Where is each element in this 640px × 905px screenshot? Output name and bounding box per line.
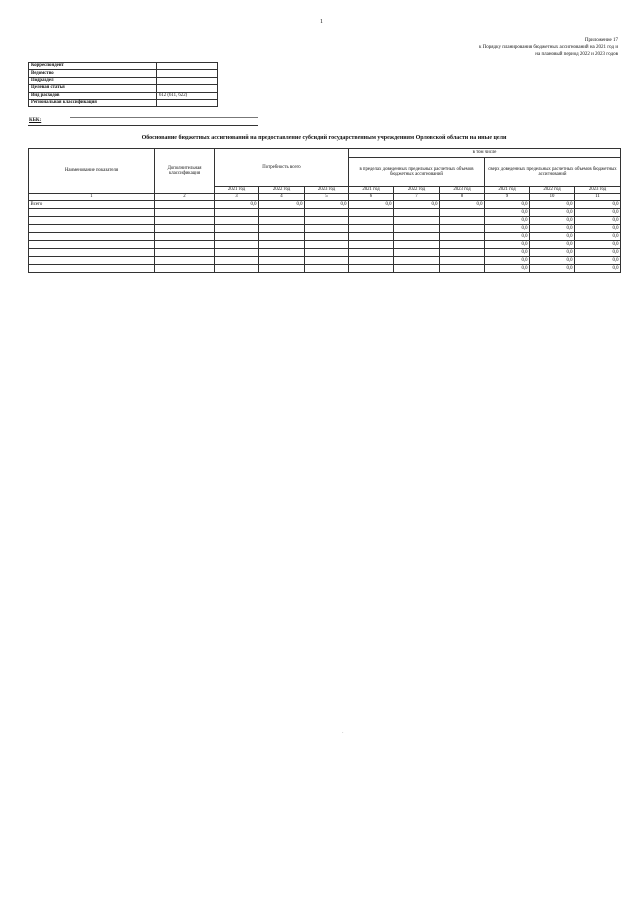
row-value (394, 209, 440, 217)
header-year: 2022 год (530, 187, 575, 194)
row-value (259, 225, 305, 233)
header-year: 2022 год (259, 187, 305, 194)
table-row (29, 257, 621, 265)
header-within-limits: в пределах доведенных предельных расчетных объемов бюджетных ассигнований (349, 158, 485, 187)
row-value: 0,0 (575, 249, 621, 257)
classification-label: Целевая статья (29, 85, 157, 92)
appendix-line-2: к Порядку планирования бюджетных ассигнований на 2021 год и (478, 45, 618, 50)
row-value: 0,0 (575, 233, 621, 241)
classification-row (29, 85, 218, 92)
row-extra-classification (155, 233, 215, 241)
row-value: 0,0 (530, 257, 575, 265)
column-number: 7 (394, 194, 440, 201)
row-value: 0,0 (575, 217, 621, 225)
row-value (305, 257, 349, 265)
row-name: Всего (29, 201, 155, 209)
header-year: 2022 год (394, 187, 440, 194)
classification-label: Подраздел (29, 77, 157, 84)
row-value (259, 257, 305, 265)
row-value: 0,0 (530, 201, 575, 209)
row-value: 0,0 (530, 241, 575, 249)
column-number: 11 (575, 194, 621, 201)
column-number: 2 (155, 194, 215, 201)
row-value: 0,0 (530, 217, 575, 225)
row-value (215, 265, 259, 273)
header-including: в том числе (349, 149, 621, 158)
classification-row (29, 77, 218, 84)
column-number: 3 (215, 194, 259, 201)
row-value: 0,0 (485, 257, 530, 265)
column-number: 9 (485, 194, 530, 201)
row-extra-classification (155, 209, 215, 217)
row-value (215, 241, 259, 249)
classification-value (157, 70, 218, 77)
classification-row (29, 99, 218, 106)
header-year: 2021 год (485, 187, 530, 194)
row-value (259, 217, 305, 225)
row-value (440, 265, 485, 273)
row-value (259, 265, 305, 273)
row-value: 0,0 (440, 201, 485, 209)
row-value (349, 249, 394, 257)
table-row (29, 217, 621, 225)
table-row (29, 265, 621, 273)
row-value (305, 249, 349, 257)
row-value: 0,0 (485, 217, 530, 225)
table-row (29, 241, 621, 249)
classification-table (28, 62, 218, 107)
row-value: 0,0 (215, 201, 259, 209)
row-value: 0,0 (485, 209, 530, 217)
table-row (29, 225, 621, 233)
appendix-line-3: на плановый период 2022 и 2023 годов (535, 52, 618, 57)
row-value (440, 209, 485, 217)
table-row (29, 201, 621, 209)
column-number: 5 (305, 194, 349, 201)
row-extra-classification (155, 225, 215, 233)
row-name (29, 249, 155, 257)
table-row (29, 249, 621, 257)
row-value: 0,0 (485, 201, 530, 209)
classification-value (157, 63, 218, 70)
header-extra-classification: Дополнительная классификация (155, 149, 215, 194)
row-value (394, 217, 440, 225)
row-value (305, 241, 349, 249)
row-value (305, 217, 349, 225)
row-extra-classification (155, 241, 215, 249)
row-value (215, 209, 259, 217)
table-row (29, 209, 621, 217)
header-total-need: Потребность всего (215, 149, 349, 187)
column-number: 6 (349, 194, 394, 201)
row-value: 0,0 (485, 225, 530, 233)
row-value: 0,0 (575, 209, 621, 217)
row-value (349, 265, 394, 273)
row-value (440, 241, 485, 249)
row-value (349, 233, 394, 241)
classification-row (29, 92, 218, 99)
row-value (349, 225, 394, 233)
row-value (394, 241, 440, 249)
row-value: 0,0 (530, 225, 575, 233)
row-value (215, 233, 259, 241)
header-year: 2023 год (305, 187, 349, 194)
classification-value (157, 99, 218, 106)
row-value (394, 225, 440, 233)
row-value (440, 225, 485, 233)
header-indicator-name: Наименование показателя (29, 149, 155, 194)
row-value: 0,0 (575, 265, 621, 273)
row-value (440, 233, 485, 241)
kbk-underline (28, 125, 258, 126)
classification-label: Ведомство (29, 70, 157, 77)
row-value (440, 217, 485, 225)
row-value (215, 257, 259, 265)
header-year: 2021 год (349, 187, 394, 194)
budget-table (28, 148, 621, 273)
row-value: 0,0 (485, 265, 530, 273)
column-number: 8 (440, 194, 485, 201)
row-value (394, 233, 440, 241)
row-value (349, 241, 394, 249)
row-value: 0,0 (530, 233, 575, 241)
header-year: 2023 год (575, 187, 621, 194)
row-value (259, 233, 305, 241)
classification-value (157, 77, 218, 84)
classification-value: 612 (611, 622) (157, 92, 218, 99)
row-value: 0,0 (485, 241, 530, 249)
row-value: 0,0 (575, 201, 621, 209)
row-value (259, 241, 305, 249)
row-name (29, 217, 155, 225)
row-value (394, 265, 440, 273)
row-name (29, 265, 155, 273)
row-value (305, 209, 349, 217)
row-extra-classification (155, 265, 215, 273)
row-extra-classification (155, 217, 215, 225)
classification-value (157, 85, 218, 92)
classification-row (29, 70, 218, 77)
row-value: 0,0 (305, 201, 349, 209)
appendix-line-1: Приложение 17 (584, 38, 618, 43)
row-value (259, 209, 305, 217)
classification-row (29, 63, 218, 70)
row-name (29, 233, 155, 241)
row-value (305, 265, 349, 273)
kbk-underline-top (70, 117, 258, 118)
row-value: 0,0 (575, 241, 621, 249)
row-value: 0,0 (530, 249, 575, 257)
row-extra-classification (155, 257, 215, 265)
classification-label: Вид расходов (29, 92, 157, 99)
row-value: 0,0 (394, 201, 440, 209)
row-value (215, 249, 259, 257)
row-value (215, 225, 259, 233)
row-value: 0,0 (575, 257, 621, 265)
page-number: 1 (320, 19, 323, 25)
row-extra-classification (155, 201, 215, 209)
row-value (394, 257, 440, 265)
row-value (394, 249, 440, 257)
row-name (29, 209, 155, 217)
row-value (305, 225, 349, 233)
row-value: 0,0 (259, 201, 305, 209)
row-value: 0,0 (575, 225, 621, 233)
row-value (215, 217, 259, 225)
row-value (349, 217, 394, 225)
row-value: 0,0 (485, 249, 530, 257)
column-number: 1 (29, 194, 155, 201)
row-value: 0,0 (485, 233, 530, 241)
row-value (349, 209, 394, 217)
header-above-limits: сверх доведенных предельных расчетных объемов бюджетных ассигнований (485, 158, 621, 187)
row-value (259, 249, 305, 257)
row-name (29, 241, 155, 249)
header-year: 2023 год (440, 187, 485, 194)
row-value: 0,0 (349, 201, 394, 209)
row-name (29, 257, 155, 265)
kbk-label: КБК: (29, 118, 42, 123)
document-title: Обоснование бюджетных ассигнований на предоставление субсидий государственным учреждениям Орловской области на иные цели (141, 135, 507, 141)
row-value: 0,0 (530, 209, 575, 217)
row-value (349, 257, 394, 265)
table-row (29, 233, 621, 241)
row-value (440, 257, 485, 265)
scan-dot: · (342, 731, 344, 736)
header-year: 2021 год (215, 187, 259, 194)
row-value (305, 233, 349, 241)
classification-label: Региональная классификация (29, 99, 157, 106)
row-extra-classification (155, 249, 215, 257)
column-number: 4 (259, 194, 305, 201)
classification-label: Корреспондент (29, 63, 157, 70)
column-number: 10 (530, 194, 575, 201)
row-value: 0,0 (530, 265, 575, 273)
row-name (29, 225, 155, 233)
appendix-header (418, 37, 618, 58)
row-value (440, 249, 485, 257)
